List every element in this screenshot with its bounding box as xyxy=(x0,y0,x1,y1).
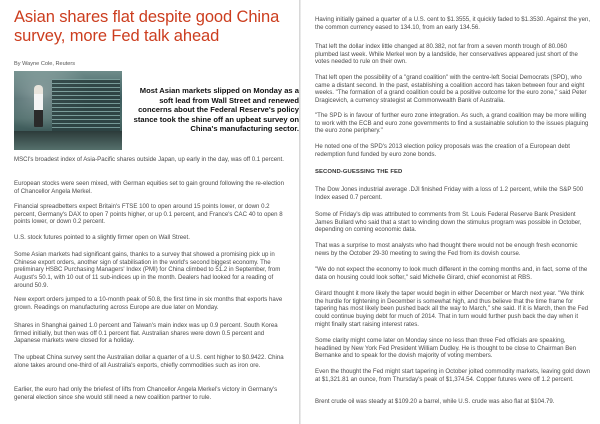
body-paragraph: Girard thought it more likely the taper would begin in either December or March next year. "We think the hurdle for tightening in December is somewhat high, and thus believe that the time frame for tapering has most likely been pushed back all the way to March," she said. If it is March, then the Fed could continue buying debt for much of 2014. That in turn would further push back the day when it might finally start raising interest rates. xyxy=(315,290,589,328)
body-paragraph: The Dow Jones industrial average .DJI finished Friday with a loss of 1.2 percent, while the S&P 500 Index eased 0.7 percent. xyxy=(315,186,584,201)
body-paragraph: Brent crude oil was steady at $109.20 a barrel, while U.S. crude was also flat at $104.79. xyxy=(315,398,555,405)
stock-board-image xyxy=(52,79,120,139)
body-paragraph: Financial spreadbetters expect Britain's FTSE 100 to open around 15 points lower, or down 0.2 percent, Germany's DAX to open 7 points higher, or up 0.1 percent, and France's CAC 40 to open 8 points lower, or down 0.2 percent. xyxy=(14,203,283,226)
body-paragraph: Earlier, the euro had only the briefest of lifts from Chancellor Angela Merkel's victory in Germany's general election since she would still need a new coalition partner to rule. xyxy=(14,386,278,401)
lead-paragraph: Most Asian markets slipped on Monday as a soft lead from Wall Street and renewed concerns about the Federal Reserve's policy stance took the shine off an upbeat survey on China's manufacturing sector. xyxy=(133,86,299,134)
page-gutter xyxy=(299,0,301,424)
person-figure-image xyxy=(34,85,43,127)
body-paragraph: He noted one of the SPD's 2013 election policy proposals was the creation of a European debt redemption fund funded by euro zone bonds. xyxy=(315,143,570,158)
body-paragraph: New export orders jumped to a 10-month peak of 50.8, the first time in six months that exports have grown. Readings on manufacturing across Europe are due later on Monday. xyxy=(14,296,283,311)
floor-image xyxy=(14,131,122,150)
byline: By Wayne Cole, Reuters xyxy=(14,61,76,67)
body-paragraph: U.S. stock futures pointed to a slightly firmer open on Wall Street. xyxy=(14,234,190,241)
article-photo xyxy=(14,71,122,150)
body-paragraph: That was a surprise to most analysts who had thought there would not be enough fresh economic news by the October 29-30 meeting to swing the Fed from its dovish course. xyxy=(315,242,578,257)
body-paragraph: "We do not expect the economy to look much different in the coming months and, in fact, some of the data on housing could look softer," said Michelle Girard, chief economist at RBS. xyxy=(315,266,588,281)
body-paragraph: The upbeat China survey sent the Australian dollar a quarter of a U.S. cent higher to $0.9422. China alone takes around one-third of all Australia's exports, chiefly commodities such as iron ore. xyxy=(14,354,284,369)
body-paragraph: Having initially gained a quarter of a U.S. cent to $1.3555, it quickly faded to $1.3530. Against the yen, the common currency eased to 134.10, from an early 134.56. xyxy=(315,16,591,31)
body-paragraph: That left open the possibility of a "grand coalition" with the centre-left Social Democrats (SPD), who came a distant second. In the past, establishing a coalition accord has taken between four and eight weeks. "The formation of a grand coalition could be a positive outcome for the euro zone," said Peter Dragicevich, a currency strategist at Commonwealth Bank of Australia. xyxy=(315,74,587,105)
body-paragraph: Some of Friday's dip was attributed to comments from St. Louis Federal Reserve Bank President James Bullard who said that a start to winding down the stimulus program was possible in October, depending on coming economic data. xyxy=(315,211,582,234)
section-subhead: SECOND-GUESSING THE FED xyxy=(315,169,403,175)
body-paragraph: Some Asian markets had significant gains, thanks to a survey that showed a promising pick up in Chinese export orders, another sign of stabilisation in the world's second biggest economy. The preliminary HSBC Purchasing Managers' Index (PMI) for China climbed to 51.2 in September, from August's 50.1, with 10 out of 11 sub-indices up in the month. Dealers had looked for a reading of around 50.9. xyxy=(14,251,281,289)
body-paragraph: European stocks were seen mixed, with German equities set to gain ground following the re-election of Chancellor Angela Merkel. xyxy=(14,180,284,195)
body-paragraph: Some clarity might come later on Monday since no less than three Fed officials are speaking, headlined by New York Fed President William Dudley. He is thought to be close to Chairman Ben Bernanke and to speak for the dovish majority of voting members. xyxy=(315,337,577,360)
body-paragraph: That left the dollar index little changed at 80.382, not far from a seven month trough of 80.060 plumbed last week. While Merkel won by a landslide, her conservatives appeared just short of the votes needed to rule on their own. xyxy=(315,43,578,66)
body-paragraph: Shares in Shanghai gained 1.0 percent and Taiwan's main index was up 0.9 percent. South Korea firmed initially, but then was off 0.1 percent flat. Australian shares were down 0.5 percent and Japanese markets were closed for a holiday. xyxy=(14,322,278,345)
body-paragraph: "The SPD is in favour of further euro zone integration. As such, a grand coalition may be more willing to work with the ECB and euro zone governments to find a sustainable solution to the issues plaguing the euro zone periphery." xyxy=(315,112,589,135)
body-paragraph: MSCI's broadest index of Asia-Pacific shares outside Japan, up early in the day, was off 0.1 percent. xyxy=(14,156,284,163)
headline: Asian shares flat despite good China survey, more Fed talk ahead xyxy=(14,8,280,45)
body-paragraph: Even the thought the Fed might start tapering in October jolted commodity markets, leaving gold down at $1,321.81 an ounce, from Thursday's peak of $1,374.54. Copper futures were off 1.2 percent. xyxy=(315,368,591,383)
